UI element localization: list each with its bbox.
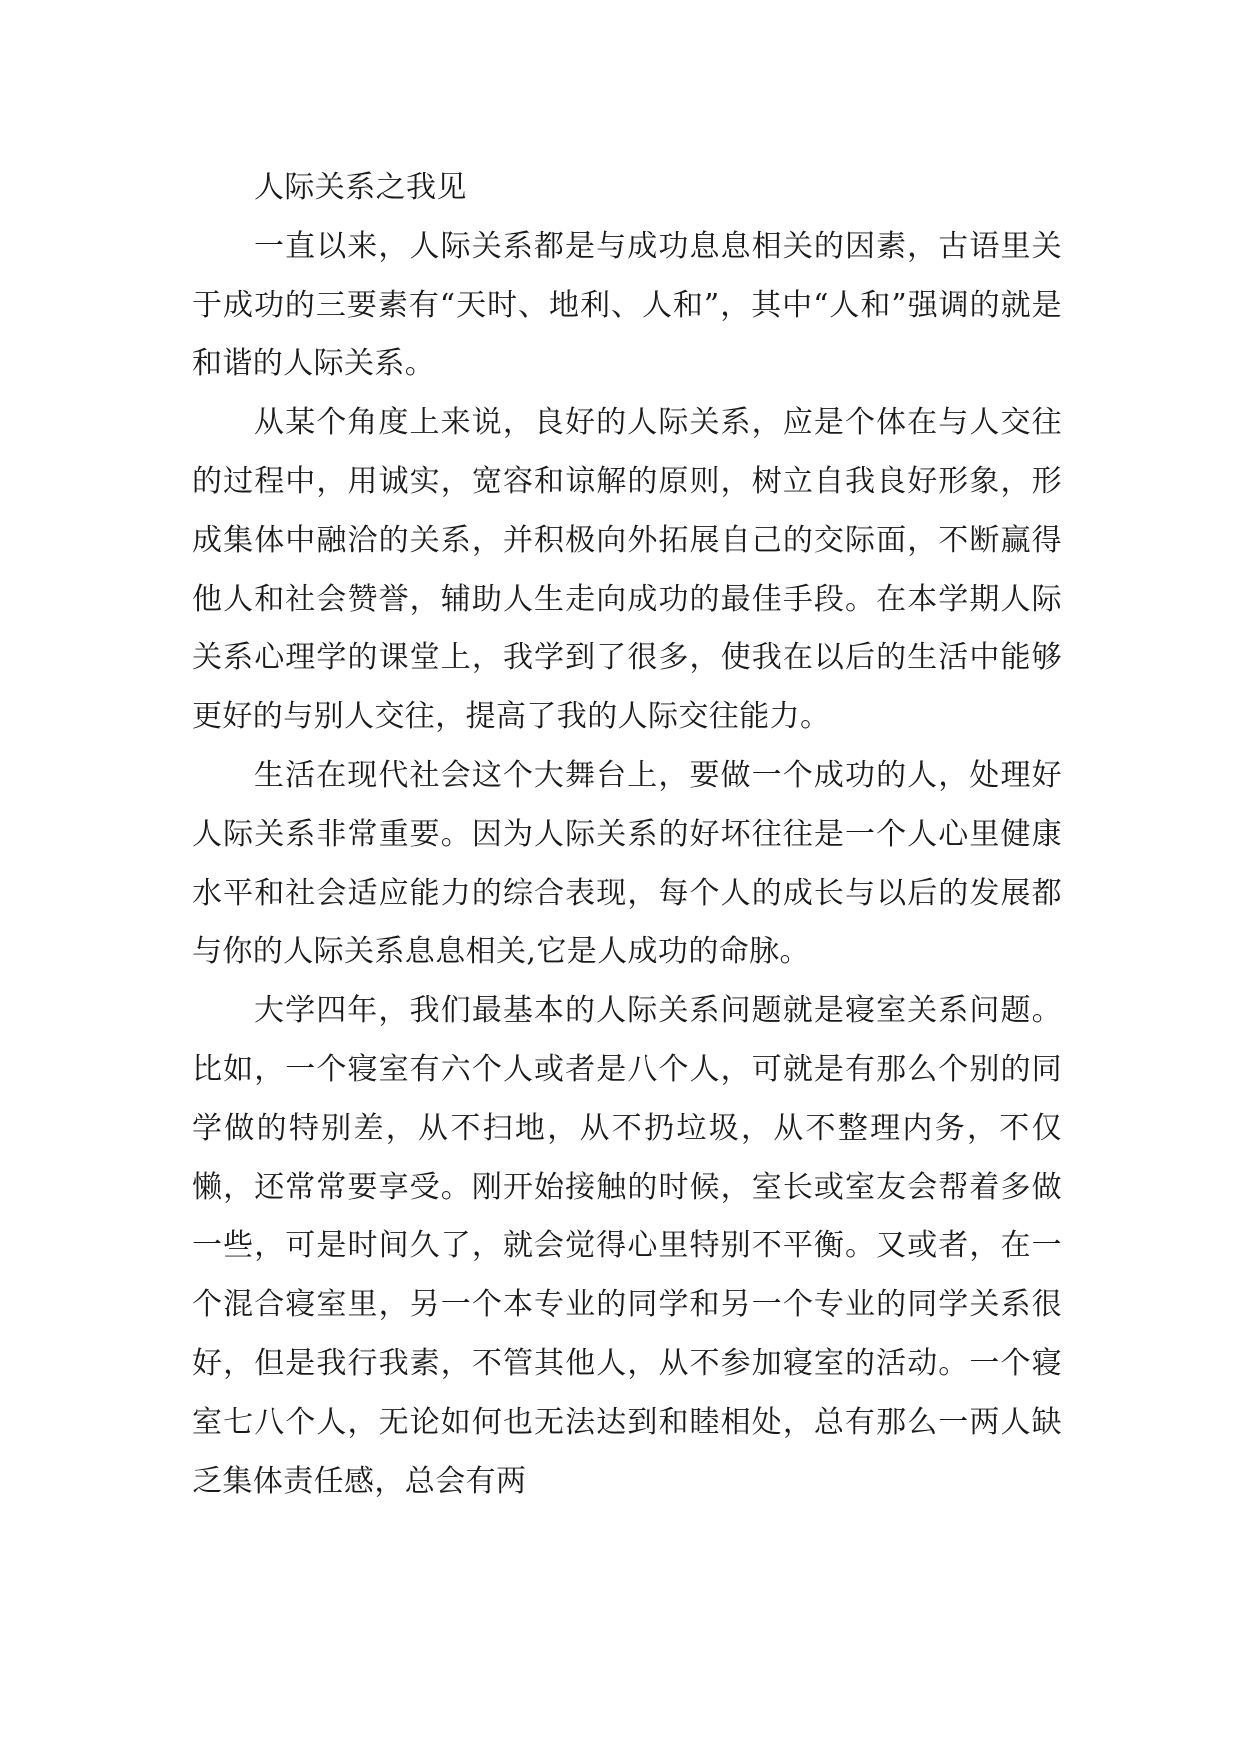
paragraph-dormitory: 大学四年，我们最基本的人际关系问题就是寝室关系问题。比如，一个寝室有六个人或者是八个人，可就是有那么个别的同学做的特别差，从不扫地，从不扔垃圾，从不整理内务，不仅懒，还常常要享受。刚开始接触的时候，室长或室友会帮着多做一些，可是时间久了，就会觉得心里特别不平衡。又或者，在一个混合寝室里，另一个本专业的同学和另一个专业的同学关系很好，但是我行我素，不管其他人，从不参加寝室的活动。一个寝室七八个人，无论如何也无法达到和睦相处，总有那么一两人缺乏集体责任感，总会有两	[192, 993, 1062, 1499]
paragraph-importance: 生活在现代社会这个大舞台上，要做一个成功的人，处理好人际关系非常重要。因为人际关系的好坏往往是一个人心里健康水平和社会适应能力的综合表现，每个人的成长与以后的发展都与你的人际关系息息相关,它是人成功的命脉。	[192, 757, 1062, 970]
paragraph-definition: 从某个角度上来说，良好的人际关系，应是个体在与人交往的过程中，用诚实，宽容和谅解的原则，树立自我良好形象，形成集体中融洽的关系，并积极向外拓展自己的交际面，不断赢得他人和社会赞誉，辅助人生走向成功的最佳手段。在本学期人际关系心理学的课堂上，我学到了很多，使我在以后的生活中能够更好的与别人交往，提高了我的人际交往能力。	[192, 405, 1062, 735]
document-title: 人际关系之我见	[254, 170, 467, 205]
document-body	[192, 159, 1062, 1511]
paragraph-intro: 一直以来，人际关系都是与成功息息相关的因素，古语里关于成功的三要素有“天时、地利、人和”，其中“人和”强调的就是和谐的人际关系。	[192, 228, 1062, 382]
